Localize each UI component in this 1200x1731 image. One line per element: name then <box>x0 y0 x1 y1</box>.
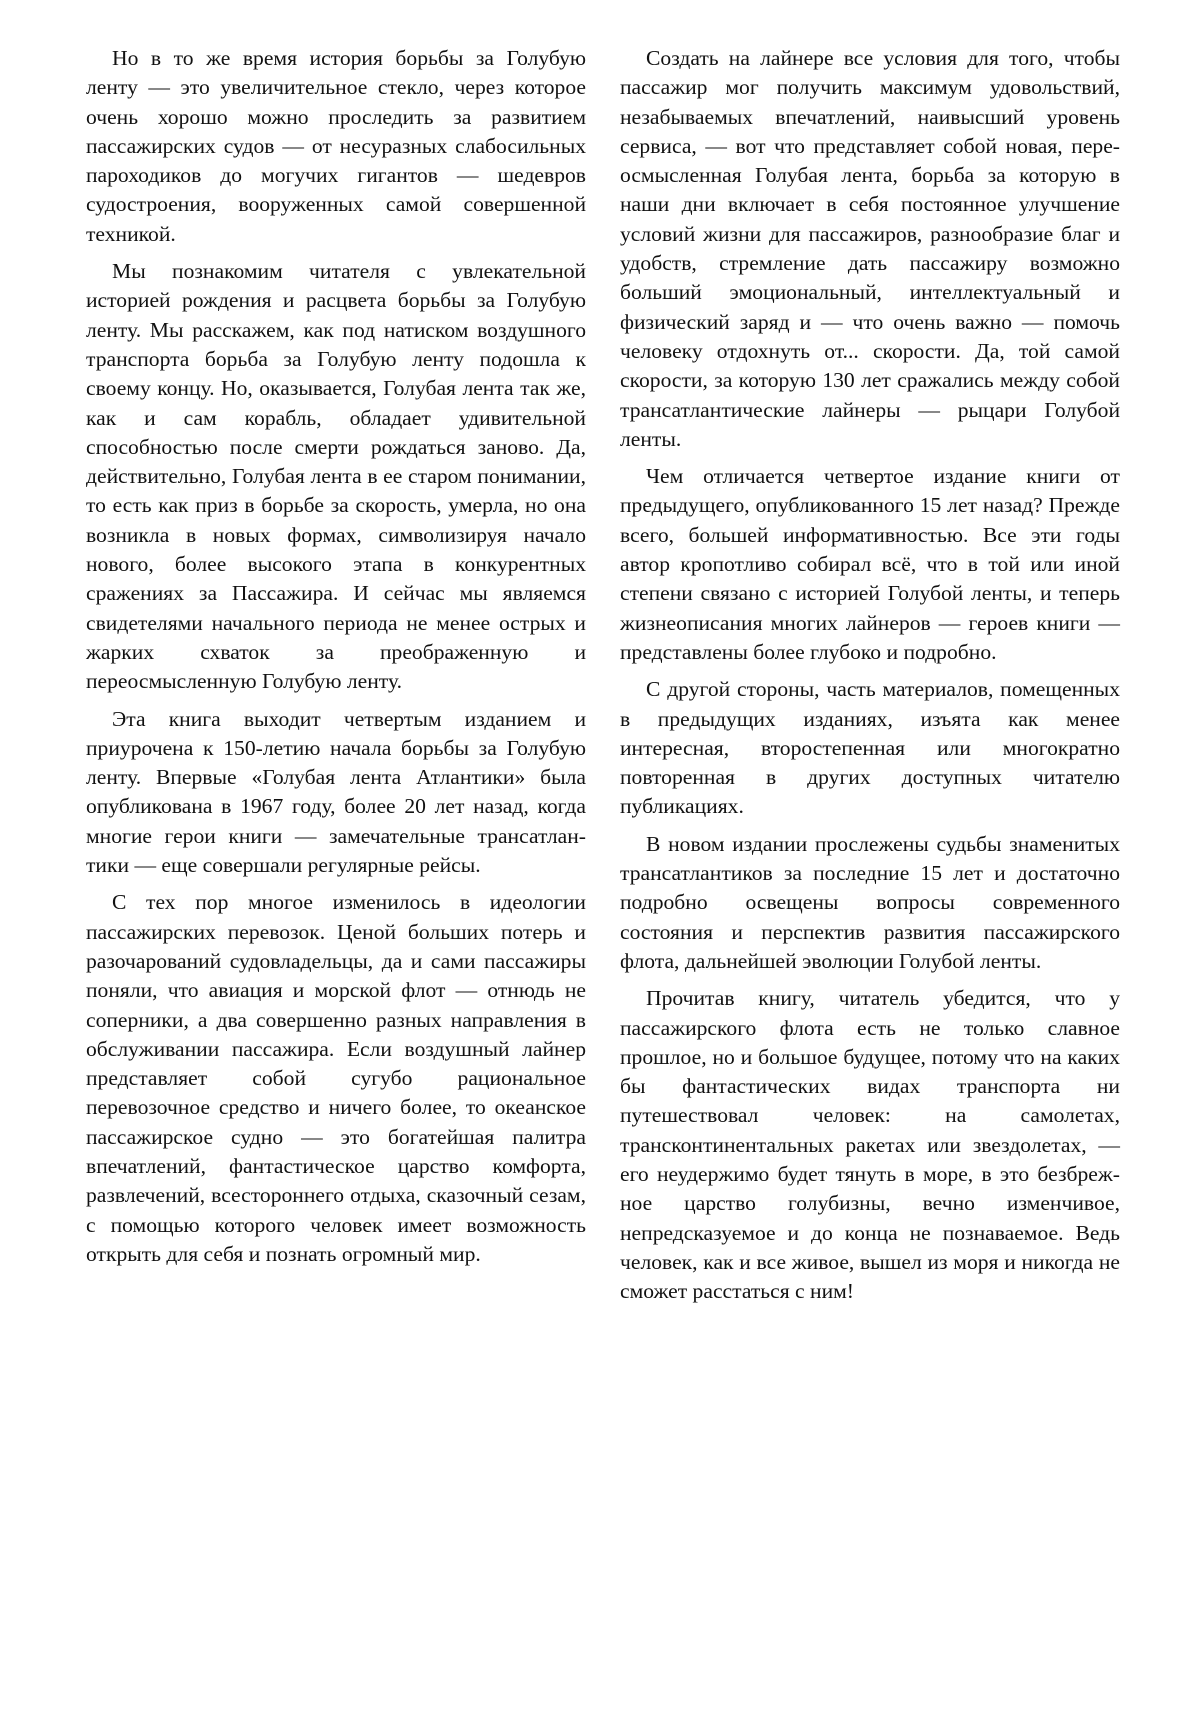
paragraph: В новом издании прослежены судьбы знаменитых трансатлантиков за последние 15 лет и достаточно подробно освещены вопросы современного состояния и перспектив развития пассажирского флота, дальнейшей эволюции Голубой ленты. <box>620 831 1120 973</box>
text-column-right <box>620 44 1120 1314</box>
paragraph: С тех пор многое изменилось в идеологии пассажирских перевозок. Ценой больших потерь и разочарований судовладельцы, да и сами пассажиры поняли, что авиация и морской флот — отнюдь не соперники, а два совершенно разных направления в обслуживании пассажира. Если воздушный лайнер представляет собой сугубо рациональное перевозочное средство и ничего более, то океанское пассажирское судно — это богатейшая палитра впечатлений, фантастическое царство комфорта, развлечений, всестороннего отдыха, сказочный сезам, с помощью которого человек имеет возможность открыть для себя и познать огромный мир. <box>86 890 586 1266</box>
paragraph: Но в то же время история борьбы за Голубую ленту — это увеличительное стекло, через которое очень хорошо можно проследить за развитием пассажирских судов — от несуразных слабосильных пароходиков до могучих гигантов — шедевров судостроения, вооруженных самой совершенной техникой. <box>86 46 586 246</box>
paragraph: Мы познакомим читателя с увлекательной историей рождения и расцвета борьбы за Голубую ленту. Мы расскажем, как под натиском воздушного транспорта борьба за Голубую ленту подошла к своему концу. Но, оказывается, Голубая лента так же, как и сам корабль, обладает удивительной способностью после смерти рождаться заново. Да, действительно, Голубая лента в ее старом понимании, то есть как приз в борьбе за скорость, умерла, но она возникла в новых формах, символизируя начало нового, более высокого этапа в конкурентных сражениях за Пассажира. И сейчас мы являемся свидетелями начального периода не менее острых и жарких схваток за преображенную и переосмысленную Голубую ленту. <box>86 259 586 694</box>
paragraph: Создать на лайнере все условия для того, чтобы пассажир мог получить максимум удовольствий, незабываемых впечатлений, наивысший уровень сервиса, — вот что представляет собой новая, переосмысленная Голубая лента, борьба за которую в наши дни включает в себя постоянное улучшение условий жизни для пассажиров, разнообразие благ и удобств, стремление дать пассажиру возможно больший эмоциональный, интеллектуальный и физический заряд и — что очень важно — помочь человеку отдохнуть от... скорости. Да, той самой скорости, за которую 130 лет сражались между собой трансатлантические лайнеры — рыцари Голубой ленты. <box>620 46 1120 451</box>
paragraph: Чем отличается четвертое издание книги от предыдущего, опубликованного 15 лет назад? Прежде всего, большей информативностью. Все эти годы автор кропотливо собирал всё, что в той или иной степени связано с историей Голубой ленты, и теперь жизнеописания многих лайнеров — героев книги — представлены более глубоко и подробно. <box>620 464 1120 664</box>
paragraph: Прочитав книгу, читатель убедится, что у пассажирского флота есть не только славное прошлое, но и большое будущее, потому что на каких бы фантастических видах транспорта ни путешествовал человек: на самолетах, трансконтинентальных ракетах или звездолетах, — его неудержимо будет тянуть в море, в это безбрежное царство голубизны, вечно изменчивое, непредсказуемое и до конца не познаваемое. Ведь человек, как и все живое, вышел из моря и никогда не сможет расстаться с ним! <box>620 986 1120 1304</box>
text-column-left <box>86 44 586 1277</box>
paragraph: С другой стороны, часть материалов, помещенных в предыдущих изданиях, изъята как менее интересная, второстепенная или многократно повторенная в других доступных читателю публикациях. <box>620 677 1120 819</box>
paragraph: Эта книга выходит четвертым изданием и приурочена к 150-летию начала борьбы за Голубую ленту. Впервые «Голубая лента Атлантики» была опубликована в 1967 году, более 20 лет назад, когда многие герои книги — замечательные трансатлантики — еще совершали регулярные рейсы. <box>86 706 586 878</box>
